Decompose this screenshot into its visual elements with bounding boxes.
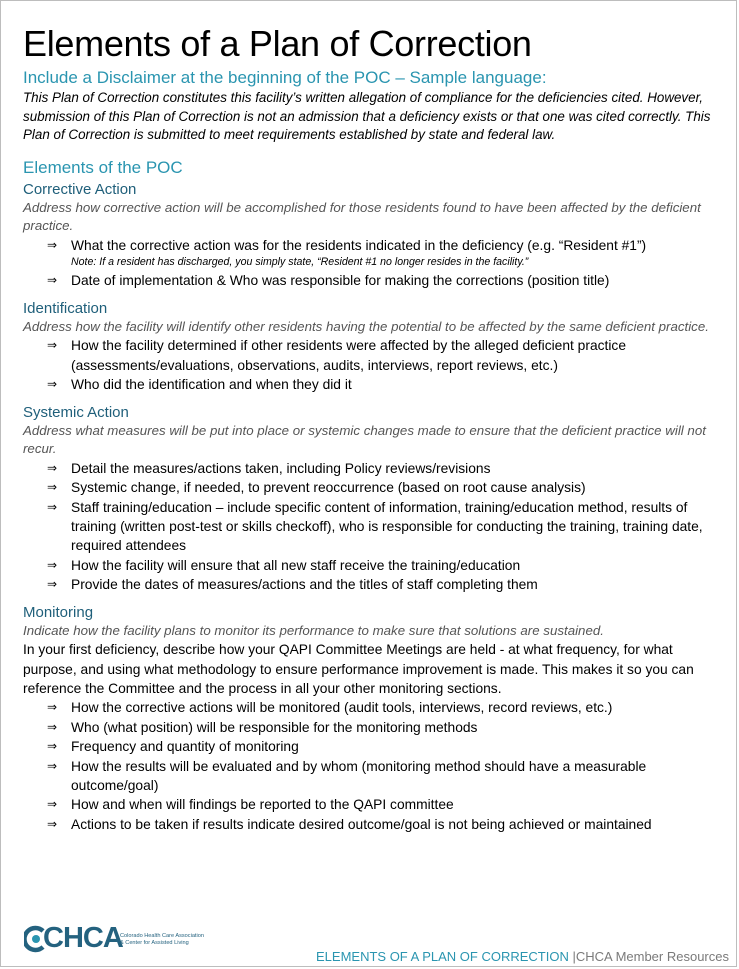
list-item bbox=[23, 737, 713, 756]
chca-logo bbox=[24, 922, 214, 955]
list-item-text: Frequency and quantity of monitoring bbox=[71, 739, 299, 755]
bullet-list-monitoring bbox=[23, 698, 713, 834]
list-item-text: Detail the measures/actions taken, including Policy reviews/revisions bbox=[71, 460, 491, 476]
list-item bbox=[23, 757, 713, 796]
list-item bbox=[23, 795, 713, 814]
list-item-text: Staff training/education – include specific content of information, training/education method, results of training (written post-test or skills checkoff), who is responsible for conducting the training, training date, required attendees bbox=[71, 499, 703, 554]
section-title-identification: Identification bbox=[23, 299, 108, 317]
list-item-text: How and when will findings be reported to the QAPI committee bbox=[71, 797, 454, 813]
list-item bbox=[23, 236, 713, 255]
section-description-identification: Address how the facility will identify other residents having the potential to be affected by the same deficient practice. bbox=[23, 318, 709, 334]
disclaimer-text: This Plan of Correction constitutes this facility’s written allegation of compliance for the deficiencies cited. However, submission of this Plan of Correction is not an admission that a deficiency exists or that one was cited correctly. This Plan of Correction is submitted to meet requirements established by state and federal law. bbox=[23, 90, 711, 143]
logo-subtitle-line1: Colorado Health Care Association bbox=[120, 933, 204, 939]
arrow-icon: ⇒ bbox=[47, 797, 58, 812]
arrow-icon: ⇒ bbox=[47, 719, 58, 734]
list-item bbox=[23, 478, 713, 497]
disclaimer-heading: Include a Disclaimer at the beginning of the POC – Sample language: bbox=[23, 68, 547, 87]
section-description-systemic-action: Address what measures will be put into place or systemic changes made to ensure that the deficient practice will not recur. bbox=[23, 422, 706, 457]
bullet-list-systemic-action bbox=[23, 459, 713, 595]
page-title: Elements of a Plan of Correction bbox=[23, 23, 532, 64]
arrow-icon: ⇒ bbox=[47, 460, 58, 475]
section-title-corrective-action: Corrective Action bbox=[23, 180, 137, 198]
footer-document-title: ELEMENTS OF A PLAN OF CORRECTION bbox=[316, 949, 569, 964]
list-item-text: What the corrective action was for the residents indicated in the deficiency (e.g. “Resident #1”) bbox=[71, 237, 647, 253]
bullet-list-corrective-action bbox=[23, 236, 713, 255]
arrow-icon: ⇒ bbox=[47, 577, 58, 592]
section-title-systemic-action: Systemic Action bbox=[23, 403, 129, 421]
list-item-text: Actions to be taken if results indicate desired outcome/goal is not being achieved or maintained bbox=[71, 816, 652, 832]
monitoring-body-text: In your first deficiency, describe how your QAPI Committee Meetings are held - at what frequency, for what purpose, and using what methodology to ensure performance improvement is made. This makes it so you can reference the Committee and the process in all your other monitoring sections. bbox=[23, 642, 694, 697]
list-item bbox=[23, 575, 713, 594]
list-item-text: Provide the dates of measures/actions and the titles of staff completing them bbox=[71, 577, 538, 593]
arrow-icon: ⇒ bbox=[47, 758, 58, 773]
section-description-monitoring: Indicate how the facility plans to monitor its performance to make sure that solutions are sustained. bbox=[23, 622, 604, 638]
section-title-monitoring: Monitoring bbox=[23, 603, 94, 621]
list-item-text: How the results will be evaluated and by whom (monitoring method should have a measurable outcome/goal) bbox=[71, 758, 647, 794]
bullet-list-identification bbox=[23, 336, 713, 394]
page-footer bbox=[316, 949, 729, 965]
bullet-list-corrective-action-2 bbox=[23, 271, 713, 290]
arrow-icon: ⇒ bbox=[47, 237, 58, 252]
arrow-icon: ⇒ bbox=[47, 816, 58, 831]
list-item bbox=[23, 336, 713, 375]
list-item-text: How the facility will ensure that all new staff receive the training/education bbox=[71, 557, 521, 573]
section-description-corrective-action: Address how corrective action will be accomplished for those residents found to have been affected by the deficient practice. bbox=[23, 199, 701, 234]
list-item bbox=[23, 498, 713, 556]
list-item bbox=[23, 459, 713, 478]
arrow-icon: ⇒ bbox=[47, 338, 58, 353]
resident-note: Note: If a resident has discharged, you simply state, “Resident #1 no longer resides in the facility.” bbox=[71, 256, 529, 269]
list-item bbox=[23, 698, 713, 717]
arrow-icon: ⇒ bbox=[47, 499, 58, 514]
list-item-text: Date of implementation & Who was responsible for making the corrections (position title) bbox=[71, 273, 610, 289]
list-item-text: Systemic change, if needed, to prevent reoccurrence (based on root cause analysis) bbox=[71, 480, 586, 496]
arrow-icon: ⇒ bbox=[47, 700, 58, 715]
arrow-icon: ⇒ bbox=[47, 739, 58, 754]
list-item bbox=[23, 815, 713, 834]
arrow-icon: ⇒ bbox=[47, 557, 58, 572]
list-item-text: Who (what position) will be responsible for the monitoring methods bbox=[71, 719, 478, 735]
list-item bbox=[23, 271, 713, 290]
elements-heading: Elements of the POC bbox=[23, 157, 183, 177]
list-item-text: How the facility determined if other residents were affected by the alleged deficient practice (assessments/evaluations, observations, audits, interviews, report reviews, etc.) bbox=[71, 338, 626, 373]
logo-subtitle-line2: & Center for Assisted Living bbox=[120, 940, 189, 946]
logo-wordmark: CHCA bbox=[43, 922, 123, 954]
list-item-text: How the corrective actions will be monitored (audit tools, interviews, record reviews, etc.) bbox=[71, 700, 613, 716]
arrow-icon: ⇒ bbox=[47, 480, 58, 495]
list-item bbox=[23, 556, 713, 575]
footer-resource-label: |CHCA Member Resources bbox=[568, 949, 729, 964]
arrow-icon: ⇒ bbox=[47, 273, 58, 288]
list-item bbox=[23, 718, 713, 737]
list-item-text: Who did the identification and when they did it bbox=[71, 377, 352, 393]
logo-subtitle bbox=[120, 933, 215, 947]
document-body bbox=[23, 22, 713, 834]
list-item bbox=[23, 375, 713, 394]
arrow-icon: ⇒ bbox=[47, 377, 58, 392]
